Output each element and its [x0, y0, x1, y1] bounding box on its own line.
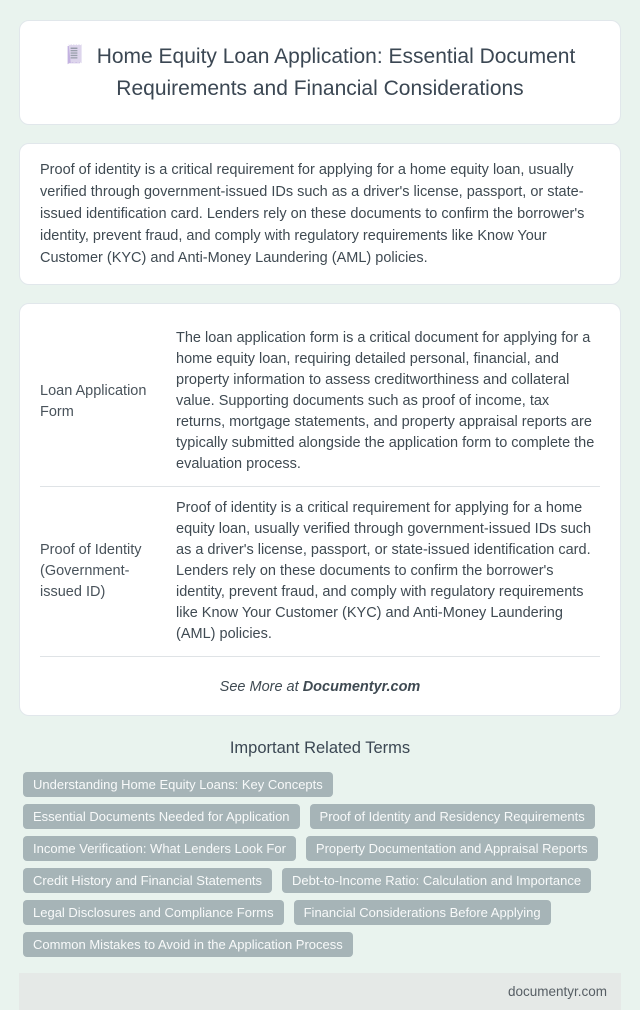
related-term-tag[interactable]: Legal Disclosures and Compliance Forms: [23, 900, 284, 925]
related-term-tag[interactable]: Property Documentation and Appraisal Reports: [306, 836, 598, 861]
see-more-prefix: See More at: [219, 679, 299, 695]
related-term-tag[interactable]: Financial Considerations Before Applying: [294, 900, 551, 925]
term-cell: Loan Application Form: [40, 317, 176, 487]
related-term-tag[interactable]: Essential Documents Needed for Application: [23, 804, 300, 829]
see-more-line: [40, 657, 600, 695]
description-cell: Proof of identity is a critical requirement for applying for a home equity loan, usually verified through government-issued IDs such as a driver's license, passport, or state-issued identification card. Lenders rely on these documents to confirm the borrower's identity, prevent fraud, and comply with regulatory requirements like Know Your Customer (KYC) and Anti-Money Laundering (AML) policies.: [176, 487, 600, 657]
footer-bar: [19, 973, 621, 1010]
summary-card: [19, 143, 621, 285]
summary-text: Proof of identity is a critical requirement for applying for a home equity loan, usually verified through government-issued IDs such as a driver's license, passport, or state-issued identification card. Lenders rely on these documents to confirm the borrower's identity, prevent fraud, and comply with regulatory requirements like Know Your Customer (KYC) and Anti-Money Laundering (AML) policies.: [40, 162, 585, 266]
description-cell: The loan application form is a critical document for applying for a home equity loan, requiring detailed personal, financial, and property information to assess creditworthiness and collateral value. Supporting documents such as proof of income, tax returns, mortgage statements, and property appraisal reports are typically submitted alongside the application form to complete the evaluation process.: [176, 317, 600, 487]
terms-table: [40, 317, 600, 657]
related-terms-heading: Important Related Terms: [229, 739, 411, 757]
related-term-tag[interactable]: Understanding Home Equity Loans: Key Concepts: [23, 772, 333, 797]
related-terms-list: [19, 772, 621, 957]
page-title-text: Home Equity Loan Application: Essential Document Requirements and Financial Considerations: [96, 45, 576, 100]
terms-table-card: [19, 303, 621, 716]
term-cell: Proof of Identity (Government-issued ID): [40, 487, 176, 657]
see-more-site: Documentyr.com: [302, 679, 421, 695]
page-title: [58, 42, 582, 103]
related-term-tag[interactable]: Proof of Identity and Residency Requirements: [310, 804, 595, 829]
receipt-icon: [65, 43, 83, 74]
table-row: [40, 317, 600, 487]
related-term-tag[interactable]: Credit History and Financial Statements: [23, 868, 272, 893]
footer-site-label: documentyr.com: [507, 984, 607, 999]
related-term-tag[interactable]: Common Mistakes to Avoid in the Application Process: [23, 932, 353, 957]
related-term-tag[interactable]: Debt-to-Income Ratio: Calculation and Importance: [282, 868, 591, 893]
related-term-tag[interactable]: Income Verification: What Lenders Look For: [23, 836, 296, 861]
title-card: [19, 20, 621, 125]
table-row: [40, 487, 600, 657]
